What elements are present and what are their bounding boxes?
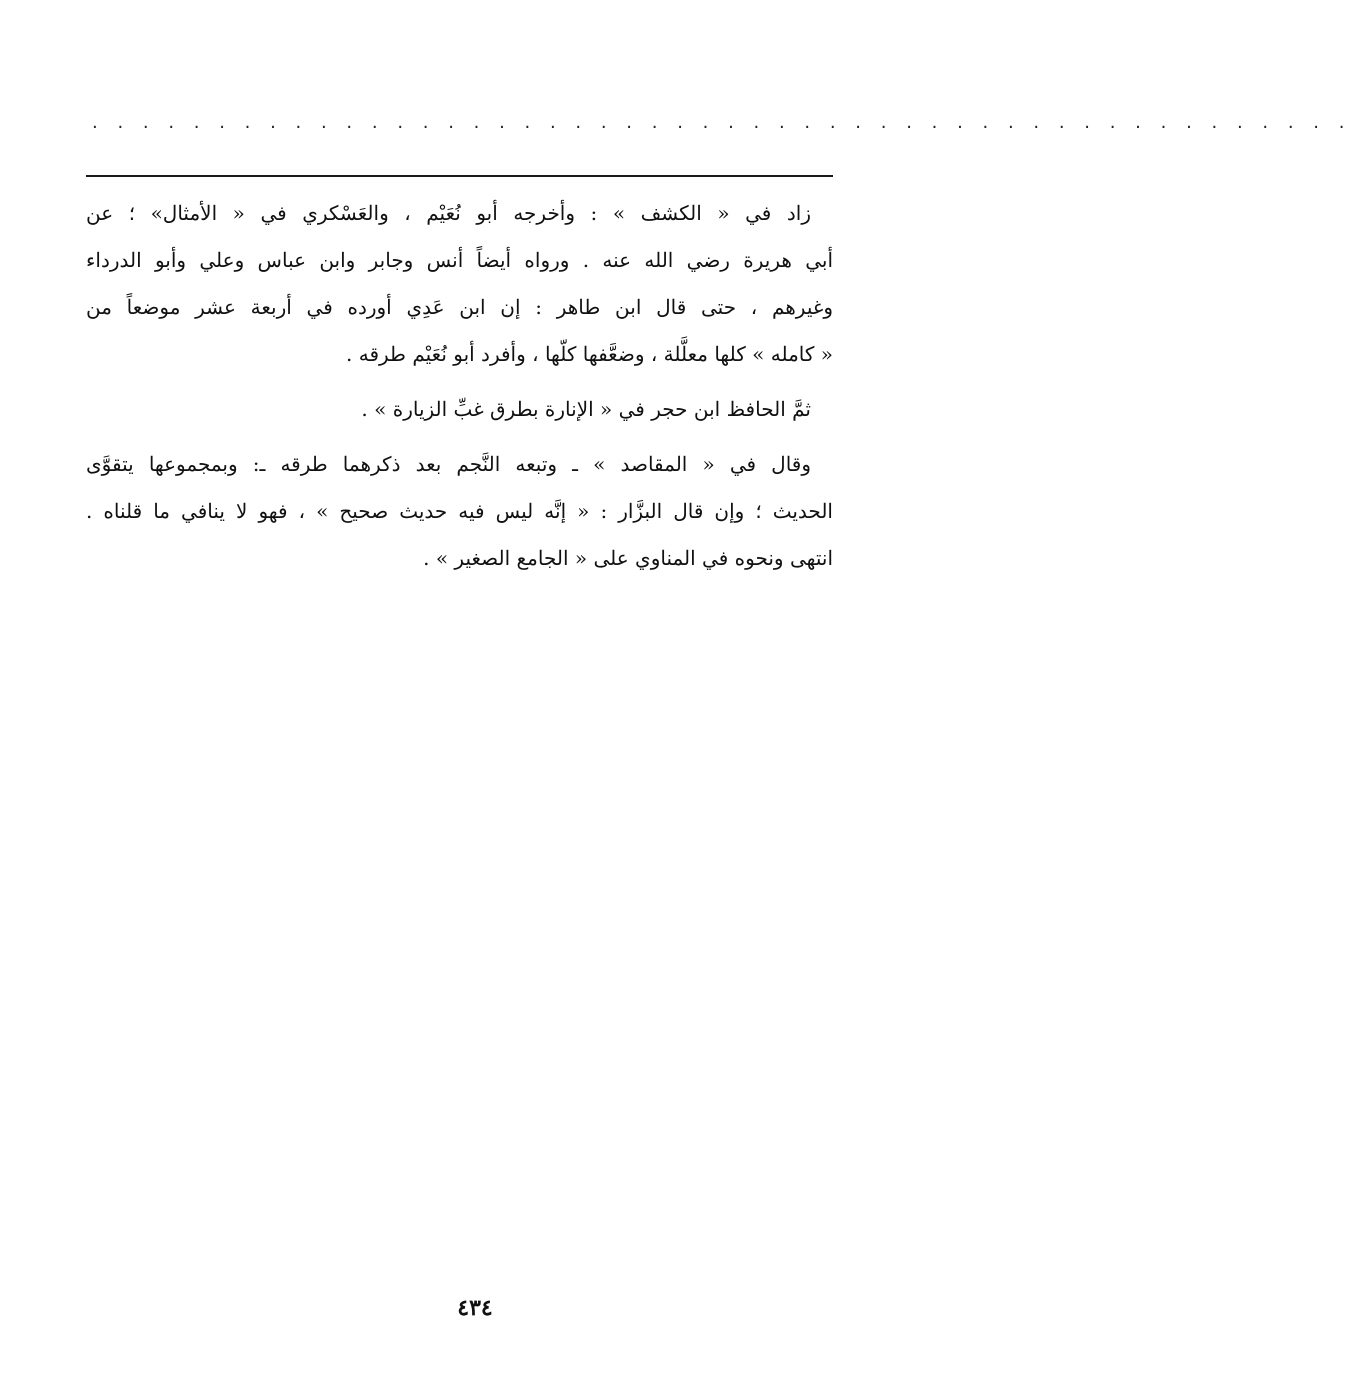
text-line: زاد في « الكشف » : وأخرجه أبو نُعَيْم ، والعَسْكري في « الأمثال» ؛ عن [86,201,811,225]
text-line: ثمَّ الحافظ ابن حجر في « الإنارة بطرق غبِّ الزيارة » . [361,397,811,421]
text-line: الحديث ؛ وإن قال البزَّار : « إنَّه ليس فيه حديث صحيح » ، فهو لا ينافي ما قلناه . [86,499,833,523]
paragraph-3 [86,441,833,582]
text-line: أبي هريرة رضي الله عنه . ورواه أيضاً أنس وجابر وابن عباس وعلي وأبو الدرداء [86,248,833,272]
text-line: وقال في « المقاصد » ـ وتبعه النَّجم بعد ذكرهما طرقه ـ: وبمجموعها يتقوَّى [86,452,811,476]
paragraph-1 [86,190,833,378]
main-text [86,190,833,582]
text-line: وغيرهم ، حتى قال ابن طاهر : إن ابن عَدِي أورده في أربعة عشر موضعاً من [86,295,833,319]
text-line: « كامله » كلها معلَّلة ، وضعَّفها كلّها ، وأفرد أبو نُعَيْم طرقه . [346,342,833,366]
paragraph-2 [86,386,833,433]
dotted-separator: . . . . . . . . . . . . . . . . . . . . . . . . . . . . . . . . . . . . . . . . . . . . . . . . . . [92,112,1351,133]
page-number: ٤٣٤ [457,1295,493,1321]
horizontal-rule [86,175,833,177]
text-line: انتهى ونحوه في المناوي على « الجامع الصغير » . [423,546,833,570]
